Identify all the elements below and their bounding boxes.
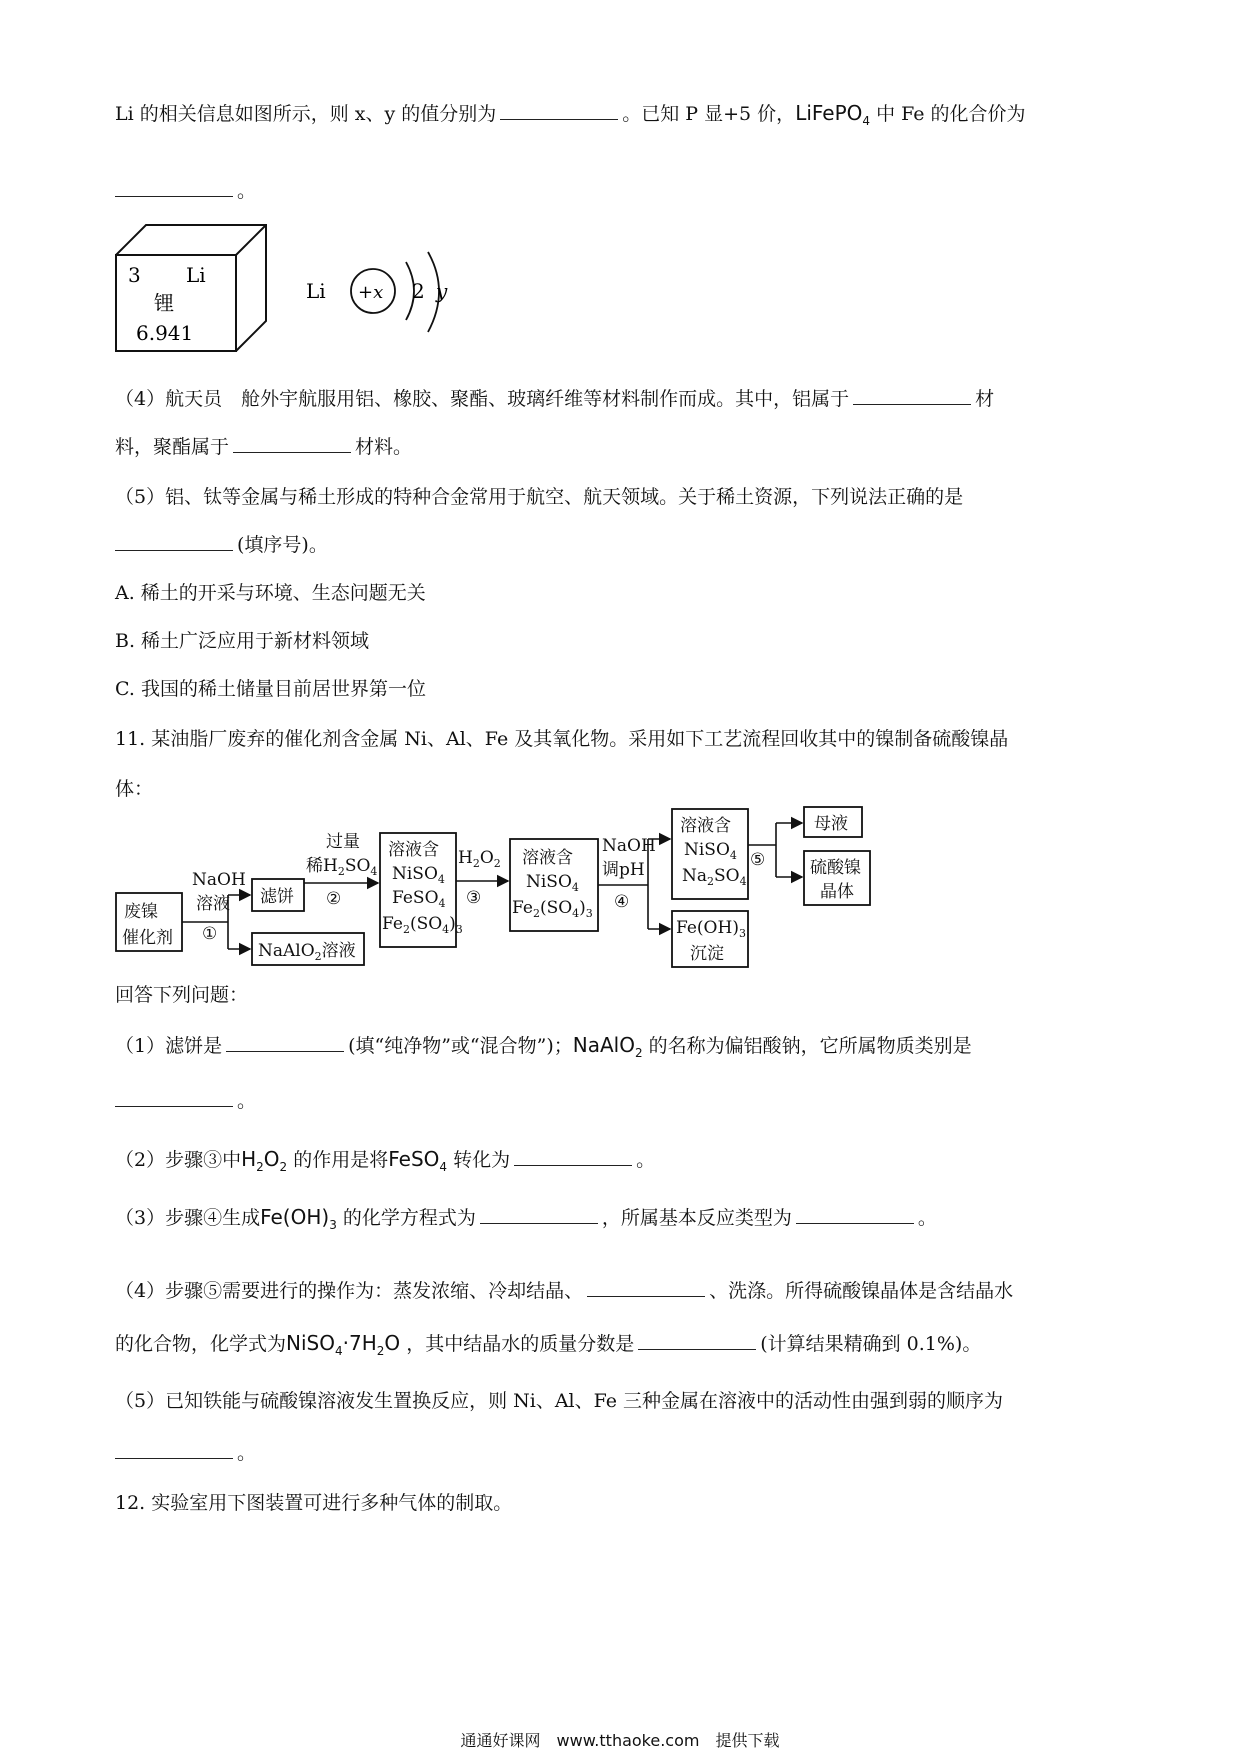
excess-label: 过量	[326, 832, 360, 852]
reagent-naoh: NaOH	[192, 870, 246, 890]
q11-part1-line1: （1）滤饼是 (填“纯净物”或“混合物”)；NaAlO$_2$ 的名称为偏铝酸钠，它所属物质类别是	[115, 1033, 972, 1060]
svg-text:NiSO4: NiSO$_4$	[392, 864, 445, 886]
svg-text:NiSO4: NiSO$_4$	[684, 840, 737, 862]
element-name: 锂	[154, 291, 174, 315]
answer-blank	[115, 1440, 233, 1459]
crystal-label-2: 晶体	[820, 882, 854, 902]
q10-part5-line2: (填序号)。	[115, 532, 328, 558]
svg-text:Fe2(SO4)3: $Fe_2(SO_4)_3$	[382, 914, 463, 936]
atomic-mass: 6.941	[136, 321, 194, 345]
step-2-marker: ②	[326, 889, 342, 909]
svg-text:Na2SO4: $Na_2SO_4$	[682, 866, 747, 888]
step-5-marker: ⑤	[750, 850, 766, 870]
start-label-2: 催化剂	[122, 928, 173, 948]
precipitate-label: 沉淀	[690, 944, 724, 964]
start-label-1: 废镍	[124, 902, 158, 922]
answer-blank	[587, 1278, 705, 1297]
q10-part4-line2: 料，聚酯属于 材料。	[115, 436, 413, 458]
q11-part4-line1: （4）步骤⑤需要进行的操作为：蒸发浓缩、冷却结晶、 、洗涤。所得硫酸镍晶体是含结晶水	[115, 1280, 1014, 1302]
lithium-figure	[110, 220, 480, 355]
naalo2-label: NaAlO$_2$溶液	[258, 941, 356, 963]
step-3-marker: ③	[466, 888, 482, 908]
q10-part5-line1: （5）铝、钛等金属与稀土形成的特种合金常用于航空、航天领域。关于稀土资源，下列说法正确的是	[115, 486, 964, 508]
q10-part4-line1: （4）航天员 舱外宇航服用铝、橡胶、聚酯、玻璃纤维等材料制作而成。其中，铝属于 材	[115, 388, 995, 410]
box2-title: 溶液含	[388, 840, 439, 860]
answer-blank	[115, 1088, 233, 1107]
atomic-number: 3	[128, 263, 141, 287]
mother-liquor-label: 母液	[814, 814, 848, 834]
step-4-marker: ④	[614, 892, 630, 912]
answer-blank	[796, 1205, 914, 1224]
page-footer: 通通好课网 www.tthaoke.com 提供下载	[460, 1731, 780, 1750]
h2o2-label: $H_2O_2$	[458, 848, 501, 870]
answer-blank	[115, 178, 233, 197]
q11-part5-line2: 。	[115, 1440, 256, 1466]
crystal-label-1: 硫酸镍	[810, 858, 861, 878]
q10-line-2: 。	[115, 178, 256, 204]
naoh-ph-reagent: NaOH	[602, 836, 656, 856]
q11-part4-line2: 的化合物，化学式为$NiSO_4\cdot 7H_2O$ ，其中结晶水的质量分数是 (计算结果精确到 0.1%)。	[115, 1331, 982, 1358]
answer-prompt: 回答下列问题：	[115, 984, 249, 1006]
option-c: C. 我国的稀土储量目前居世界第一位	[115, 678, 426, 700]
adjust-ph-label: 调pH	[602, 860, 645, 880]
q11-intro-line1: 11. 某油脂厂废弃的催化剂含金属 Ni、Al、Fe 及其氧化物。采用如下工艺流程回收其中的镍制备硫酸镍晶	[115, 728, 1009, 750]
answer-blank	[233, 434, 351, 453]
q12-text: 12. 实验室用下图装置可进行多种气体的制取。	[115, 1492, 513, 1514]
option-b: B. 稀土广泛应用于新材料领域	[115, 630, 370, 652]
answer-blank	[115, 532, 233, 551]
step-1-marker: ①	[202, 924, 218, 944]
answer-blank	[638, 1331, 756, 1350]
shell-1-electrons: 2	[412, 279, 425, 303]
answer-blank	[226, 1033, 344, 1052]
box4-title: 溶液含	[680, 816, 731, 836]
answer-blank	[853, 386, 971, 405]
filter-cake-label: 滤饼	[260, 887, 294, 907]
q10-line-1: Li 的相关信息如图所示，则 x、y 的值分别为 。已知 P 显+5 价，LiFePO$_4$ 中 Fe 的化合价为	[115, 101, 1026, 128]
process-flow-diagram	[110, 805, 990, 970]
box3-title: 溶液含	[522, 848, 573, 868]
atom-symbol: Li	[306, 279, 326, 303]
element-cube	[116, 225, 266, 351]
svg-text:Fe(OH)3: $Fe(OH)_3$	[676, 918, 746, 940]
q11-part3: （3）步骤④生成$Fe(OH)_3$ 的化学方程式为 ，所属基本反应类型为 。	[115, 1205, 937, 1232]
option-a: A. 稀土的开采与环境、生态问题无关	[115, 582, 426, 604]
atom-structure-diagram	[306, 252, 448, 332]
svg-text:Fe2(SO4)3: $Fe_2(SO_4)_3$	[512, 898, 593, 920]
svg-text:FeSO4: FeSO$_4$	[392, 888, 446, 910]
shell-2-electrons: y	[436, 279, 448, 303]
q11-intro-line2: 体：	[115, 778, 154, 800]
reagent-solution: 溶液	[196, 894, 230, 914]
svg-text:NiSO4: NiSO$_4$	[526, 872, 579, 894]
answer-blank	[500, 101, 618, 120]
formula-lifepo4: LiFePO$_4$	[795, 101, 871, 128]
q11-part1-line2: 。	[115, 1088, 256, 1114]
element-symbol: Li	[186, 263, 206, 287]
nucleus-charge: +x	[358, 282, 384, 303]
answer-blank	[480, 1205, 598, 1224]
q11-part5-line1: （5）已知铁能与硫酸镍溶液发生置换反应，则 Ni、Al、Fe 三种金属在溶液中的活动性由强到弱的顺序为	[115, 1390, 1004, 1412]
dilute-acid-label: 稀$H_2SO_4$	[306, 856, 378, 878]
answer-blank	[514, 1147, 632, 1166]
q11-part2: （2）步骤③中$H_2O_2$ 的作用是将FeSO$_4$ 转化为 。	[115, 1147, 656, 1174]
